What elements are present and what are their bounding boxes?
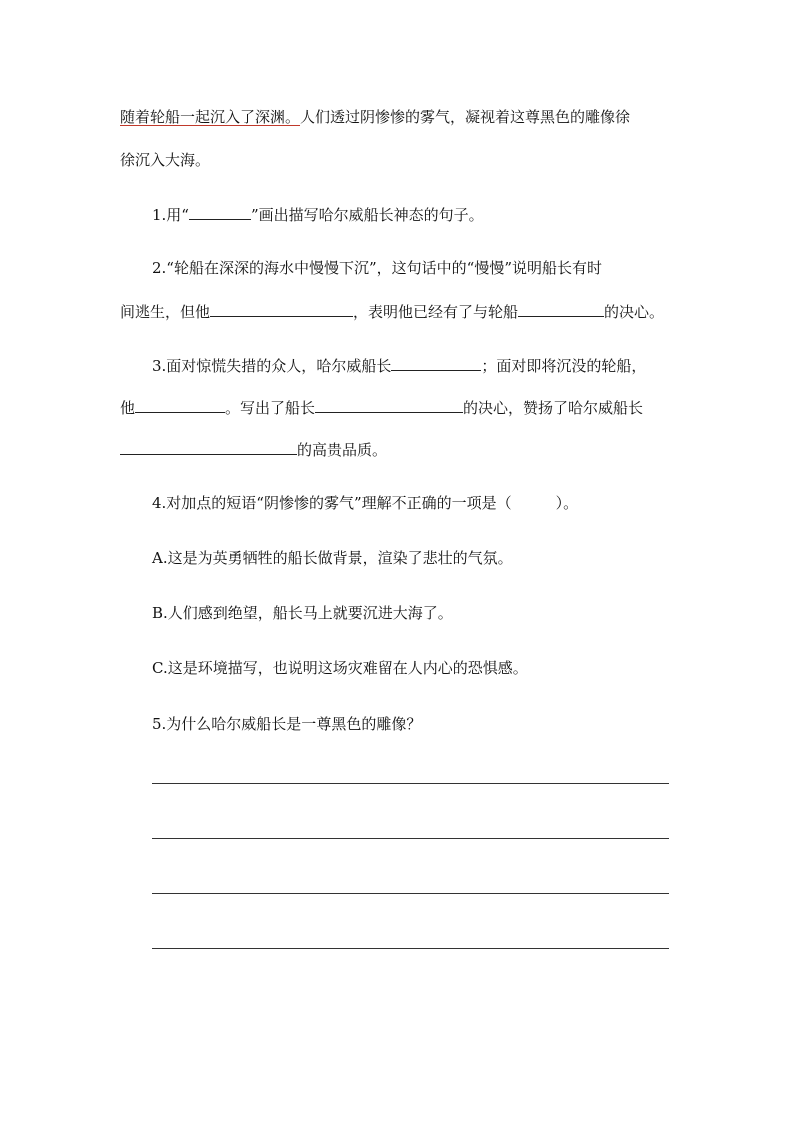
question-2-blank-1[interactable] bbox=[210, 301, 353, 317]
question-5-answer-line[interactable] bbox=[152, 783, 669, 784]
question-3-blank-2[interactable] bbox=[135, 397, 225, 413]
question-2-line-2 bbox=[120, 301, 664, 322]
question-3-text-e: 的决心，赞扬了哈尔威船长 bbox=[463, 399, 644, 417]
passage-underlined-sentence: 随着轮船一起沉入了深渊。 bbox=[120, 108, 301, 126]
question-4-option-c: C.这是环境描写，也说明这场灾难留在人内心的恐惧感。 bbox=[152, 659, 528, 677]
question-3-text-a: 3.面对惊慌失措的众人，哈尔威船长 bbox=[152, 357, 392, 375]
question-5-stem: 5.为什么哈尔威船长是一尊黑色的雕像？ bbox=[152, 715, 422, 733]
question-3-line-2 bbox=[120, 397, 643, 418]
question-3-text-b: ；面对即将沉没的轮船， bbox=[481, 357, 647, 375]
question-5-answer-line[interactable] bbox=[152, 893, 669, 894]
question-3-blank-1[interactable] bbox=[391, 355, 481, 371]
question-2-text-c: 的决心。 bbox=[604, 303, 665, 321]
question-1 bbox=[152, 204, 484, 225]
passage-line-2: 徐沉入大海。 bbox=[120, 151, 211, 169]
question-3-blank-4[interactable] bbox=[120, 439, 297, 455]
passage-line-1-rest: 人们透过阴惨惨的雾气，凝视着这尊黑色的雕像徐 bbox=[300, 108, 631, 126]
question-2-line-1: 2.“轮船在深深的海水中慢慢下沉”，这句话中的“慢慢”说明船长有时 bbox=[152, 259, 602, 277]
question-5-answer-line[interactable] bbox=[152, 948, 669, 949]
question-5-answer-line[interactable] bbox=[152, 838, 669, 839]
question-2-text-a: 间逃生，但他 bbox=[120, 303, 211, 321]
passage-line-1 bbox=[120, 107, 630, 127]
question-3-text-f: 的高贵品质。 bbox=[297, 441, 388, 459]
question-3-line-1 bbox=[152, 355, 646, 376]
question-3-line-3 bbox=[120, 439, 387, 460]
question-1-before: 1.用“ bbox=[152, 206, 189, 224]
question-2-blank-2[interactable] bbox=[518, 301, 604, 317]
question-3-text-d: 。写出了船长 bbox=[225, 399, 316, 417]
question-3-blank-3[interactable] bbox=[315, 397, 463, 413]
question-2-text-b: ，表明他已经有了与轮船 bbox=[353, 303, 519, 321]
question-4-option-b: B.人们感到绝望，船长马上就要沉进大海了。 bbox=[152, 604, 453, 622]
question-1-after: ”画出描写哈尔威船长神态的句子。 bbox=[250, 206, 484, 224]
question-1-mark-sample bbox=[189, 204, 251, 220]
question-4-stem bbox=[152, 493, 578, 513]
question-3-text-c: 他 bbox=[120, 399, 136, 417]
question-4-option-a: A.这是为英勇牺牲的船长做背景，渲染了悲壮的气氛。 bbox=[152, 549, 513, 567]
question-4-stem-text: 4.对加点的短语“阴惨惨的雾气”理解不正确的一项是（ bbox=[152, 494, 512, 512]
question-4-stem-end: ）。 bbox=[555, 494, 579, 512]
